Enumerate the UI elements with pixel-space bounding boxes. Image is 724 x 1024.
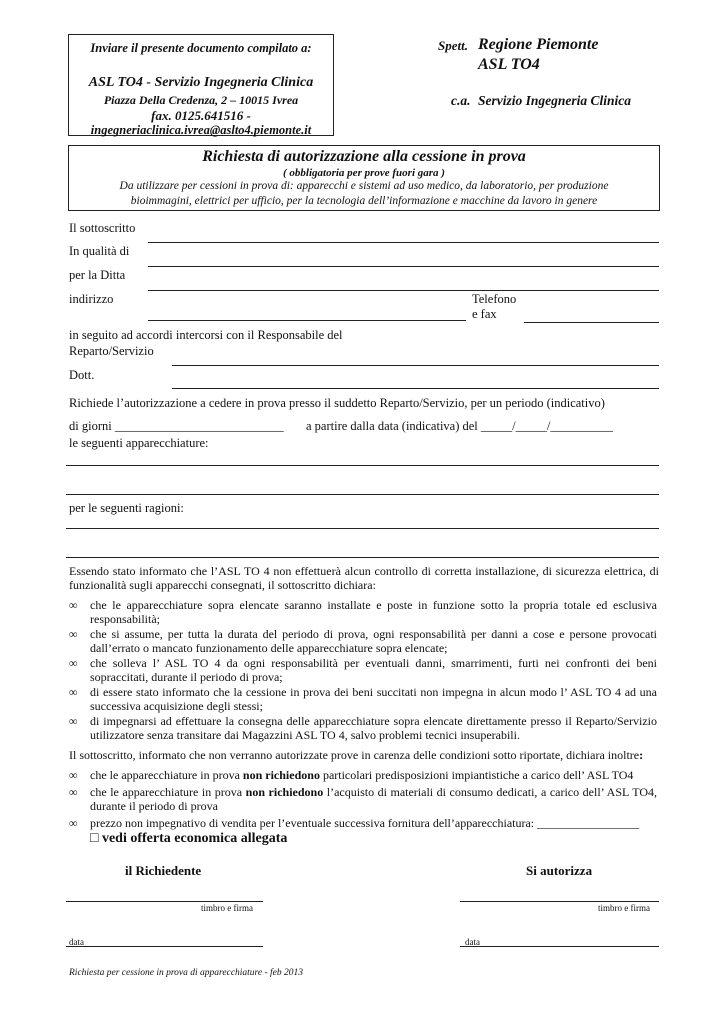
declaration-item-3: che solleva l’ ASL TO 4 da ogni responsabilità per eventuali danni, smarrimenti, furti nei confronti dei beni sopraccitati, durante il periodo di prova; <box>90 656 657 684</box>
indirizzo-label: indirizzo <box>69 292 114 306</box>
sender-email: ingegneriaclinica.ivrea@aslto4.piemonte.it <box>90 123 312 137</box>
firma-richiedente-line[interactable] <box>66 901 263 902</box>
ditta-field[interactable] <box>148 290 659 291</box>
sottoscritto-field[interactable] <box>148 242 659 243</box>
recipient-line1: Regione Piemonte <box>478 36 599 53</box>
offerta-label: vedi offerta economica allegata <box>101 831 288 846</box>
checkbox-icon[interactable]: □ <box>90 831 99 846</box>
declaration-item-2: che si assume, per tutta la durata del periodo di prova, ogni responsabilità per danni a cose e persone provocati dall’errato o mancato funzionamento delle apparecchiature sopra elencate; <box>90 627 657 655</box>
bullet-7: ∞ <box>69 785 78 799</box>
declaration-item-4: di essere stato informato che la cessione in prova dei beni succitati non impegna in alcun modo l’ ASL TO 4 ad una successiva acquisizione degli stessi; <box>90 685 657 713</box>
telefono-fax-field[interactable] <box>524 322 659 323</box>
bullet-8: ∞ <box>69 816 78 830</box>
bullet-3: ∞ <box>69 656 78 670</box>
ragioni-line-2[interactable] <box>66 557 659 558</box>
data-left-line[interactable] <box>66 946 263 947</box>
condition-2: che le apparecchiature in prova non richiedono l’acquisto di materiali di consumo dedicati, a carico dell’ ASL TO4, durante il periodo di prova <box>90 785 657 813</box>
bullet-6: ∞ <box>69 768 78 782</box>
sottoscritto-label: Il sottoscritto <box>69 221 136 235</box>
data-right-line[interactable] <box>460 946 659 947</box>
firma-autorizza-line[interactable] <box>460 901 659 902</box>
sender-org: ASL TO4 - Servizio Ingegneria Clinica <box>88 75 314 90</box>
qualita-field[interactable] <box>148 266 659 267</box>
recipient-spett-label: Spett. <box>438 38 468 53</box>
declaration-item-5: di impegnarsi ad effettuare la consegna delle apparecchiature sopra elencate direttamente presso il Reparto/Servizio utilizzatore senza transitare dai Magazzini ASL TO 4, salvo problemi tecnici insuperabili. <box>90 714 657 742</box>
recipient-ca-value: Servizio Ingegneria Clinica <box>478 93 632 108</box>
apparecchiature-label: le seguenti apparecchiature: <box>69 436 209 450</box>
data-inizio-field[interactable]: a partire dalla data (indicativa) del _____/_____/__________ <box>306 419 613 433</box>
sender-heading: Inviare il presente documento compilato a: <box>90 41 312 55</box>
qualita-label: In qualità di <box>69 244 130 258</box>
sender-box <box>68 34 334 136</box>
dott-field[interactable] <box>172 388 659 389</box>
condition-1: che le apparecchiature in prova non richiedono particolari predisposizioni impiantistiche a carico dell’ ASL TO4 <box>90 768 634 782</box>
accordi-label-2: Reparto/Servizio <box>69 344 154 358</box>
sender-address: Piazza Della Credenza, 2 – 10015 Ivrea <box>103 93 299 107</box>
recipient-ca-label: c.a. <box>451 93 471 108</box>
offerta-checkbox-row[interactable] <box>90 831 287 847</box>
recipient-line2: ASL TO4 <box>478 56 540 73</box>
condition-3-price[interactable]: prezzo non impegnativo di vendita per l’eventuale successiva fornitura dell’apparecchiatura: _________________ <box>90 816 640 830</box>
title-desc-2: bioimmagini, elettrici per ufficio, per la tecnologia dell’informazione e macchine da lavoro in genere <box>130 195 598 207</box>
richiede-text: Richiede l’autorizzazione a cedere in prova presso il suddetto Reparto/Servizio, per un periodo (indicativo) <box>69 396 605 410</box>
apparecchiature-line-2[interactable] <box>66 494 659 495</box>
indirizzo-field[interactable] <box>148 320 466 321</box>
title-desc-1: Da utilizzare per cessioni in prova di: apparecchi e sistemi ad uso medico, da laboratorio, per produzione <box>119 180 609 192</box>
timbro-right-label: timbro e firma <box>598 903 650 913</box>
data-left-label: data <box>69 937 84 947</box>
ditta-label: per la Ditta <box>69 268 126 282</box>
timbro-left-label: timbro e firma <box>201 903 253 913</box>
reparto-field[interactable] <box>172 365 659 366</box>
data-right-label: data <box>465 937 480 947</box>
footer: Richiesta per cessione in prova di apparecchiature - feb 2013 <box>69 968 304 978</box>
apparecchiature-line-1[interactable] <box>66 465 659 466</box>
bullet-2: ∞ <box>69 627 78 641</box>
title-box <box>68 145 660 211</box>
bullet-5: ∞ <box>69 714 78 728</box>
second-intro: Il sottoscritto, informato che non verranno autorizzate prove in carenza delle condizioni sotto riportate, dichiara inoltre: <box>69 748 644 762</box>
autorizza-label: Si autorizza <box>526 863 593 878</box>
page-subtitle: ( obbligatoria per prove fuori gara ) <box>283 167 445 179</box>
ragioni-line-1[interactable] <box>66 528 659 529</box>
sender-fax: fax. 0125.641516 - <box>151 108 251 123</box>
ragioni-label: per le seguenti ragioni: <box>69 501 184 515</box>
dott-label: Dott. <box>69 368 95 382</box>
telefono-label: Telefono <box>472 292 517 306</box>
declaration-item-1: che le apparecchiature sopra elencate saranno installate e poste in funzione sotto la propria totale ed esclusiva responsabilità; <box>90 598 657 626</box>
fax-label: e fax <box>472 307 497 321</box>
bullet-4: ∞ <box>69 685 78 699</box>
page-title: Richiesta di autorizzazione alla cessione in prova <box>202 148 526 165</box>
declaration-intro: Essendo stato informato che l’ASL TO 4 non effettuerà alcun controllo di corretta installazione, di sicurezza elettrica, di funzionalità sugli apparecchi consegnati, il sottoscritto dichiara: <box>69 564 659 592</box>
bullet-1: ∞ <box>69 598 78 612</box>
accordi-label-1: in seguito ad accordi intercorsi con il Responsabile del <box>69 328 343 342</box>
giorni-field[interactable]: di giorni ___________________________ <box>69 419 284 433</box>
richiedente-label: il Richiedente <box>125 863 202 878</box>
